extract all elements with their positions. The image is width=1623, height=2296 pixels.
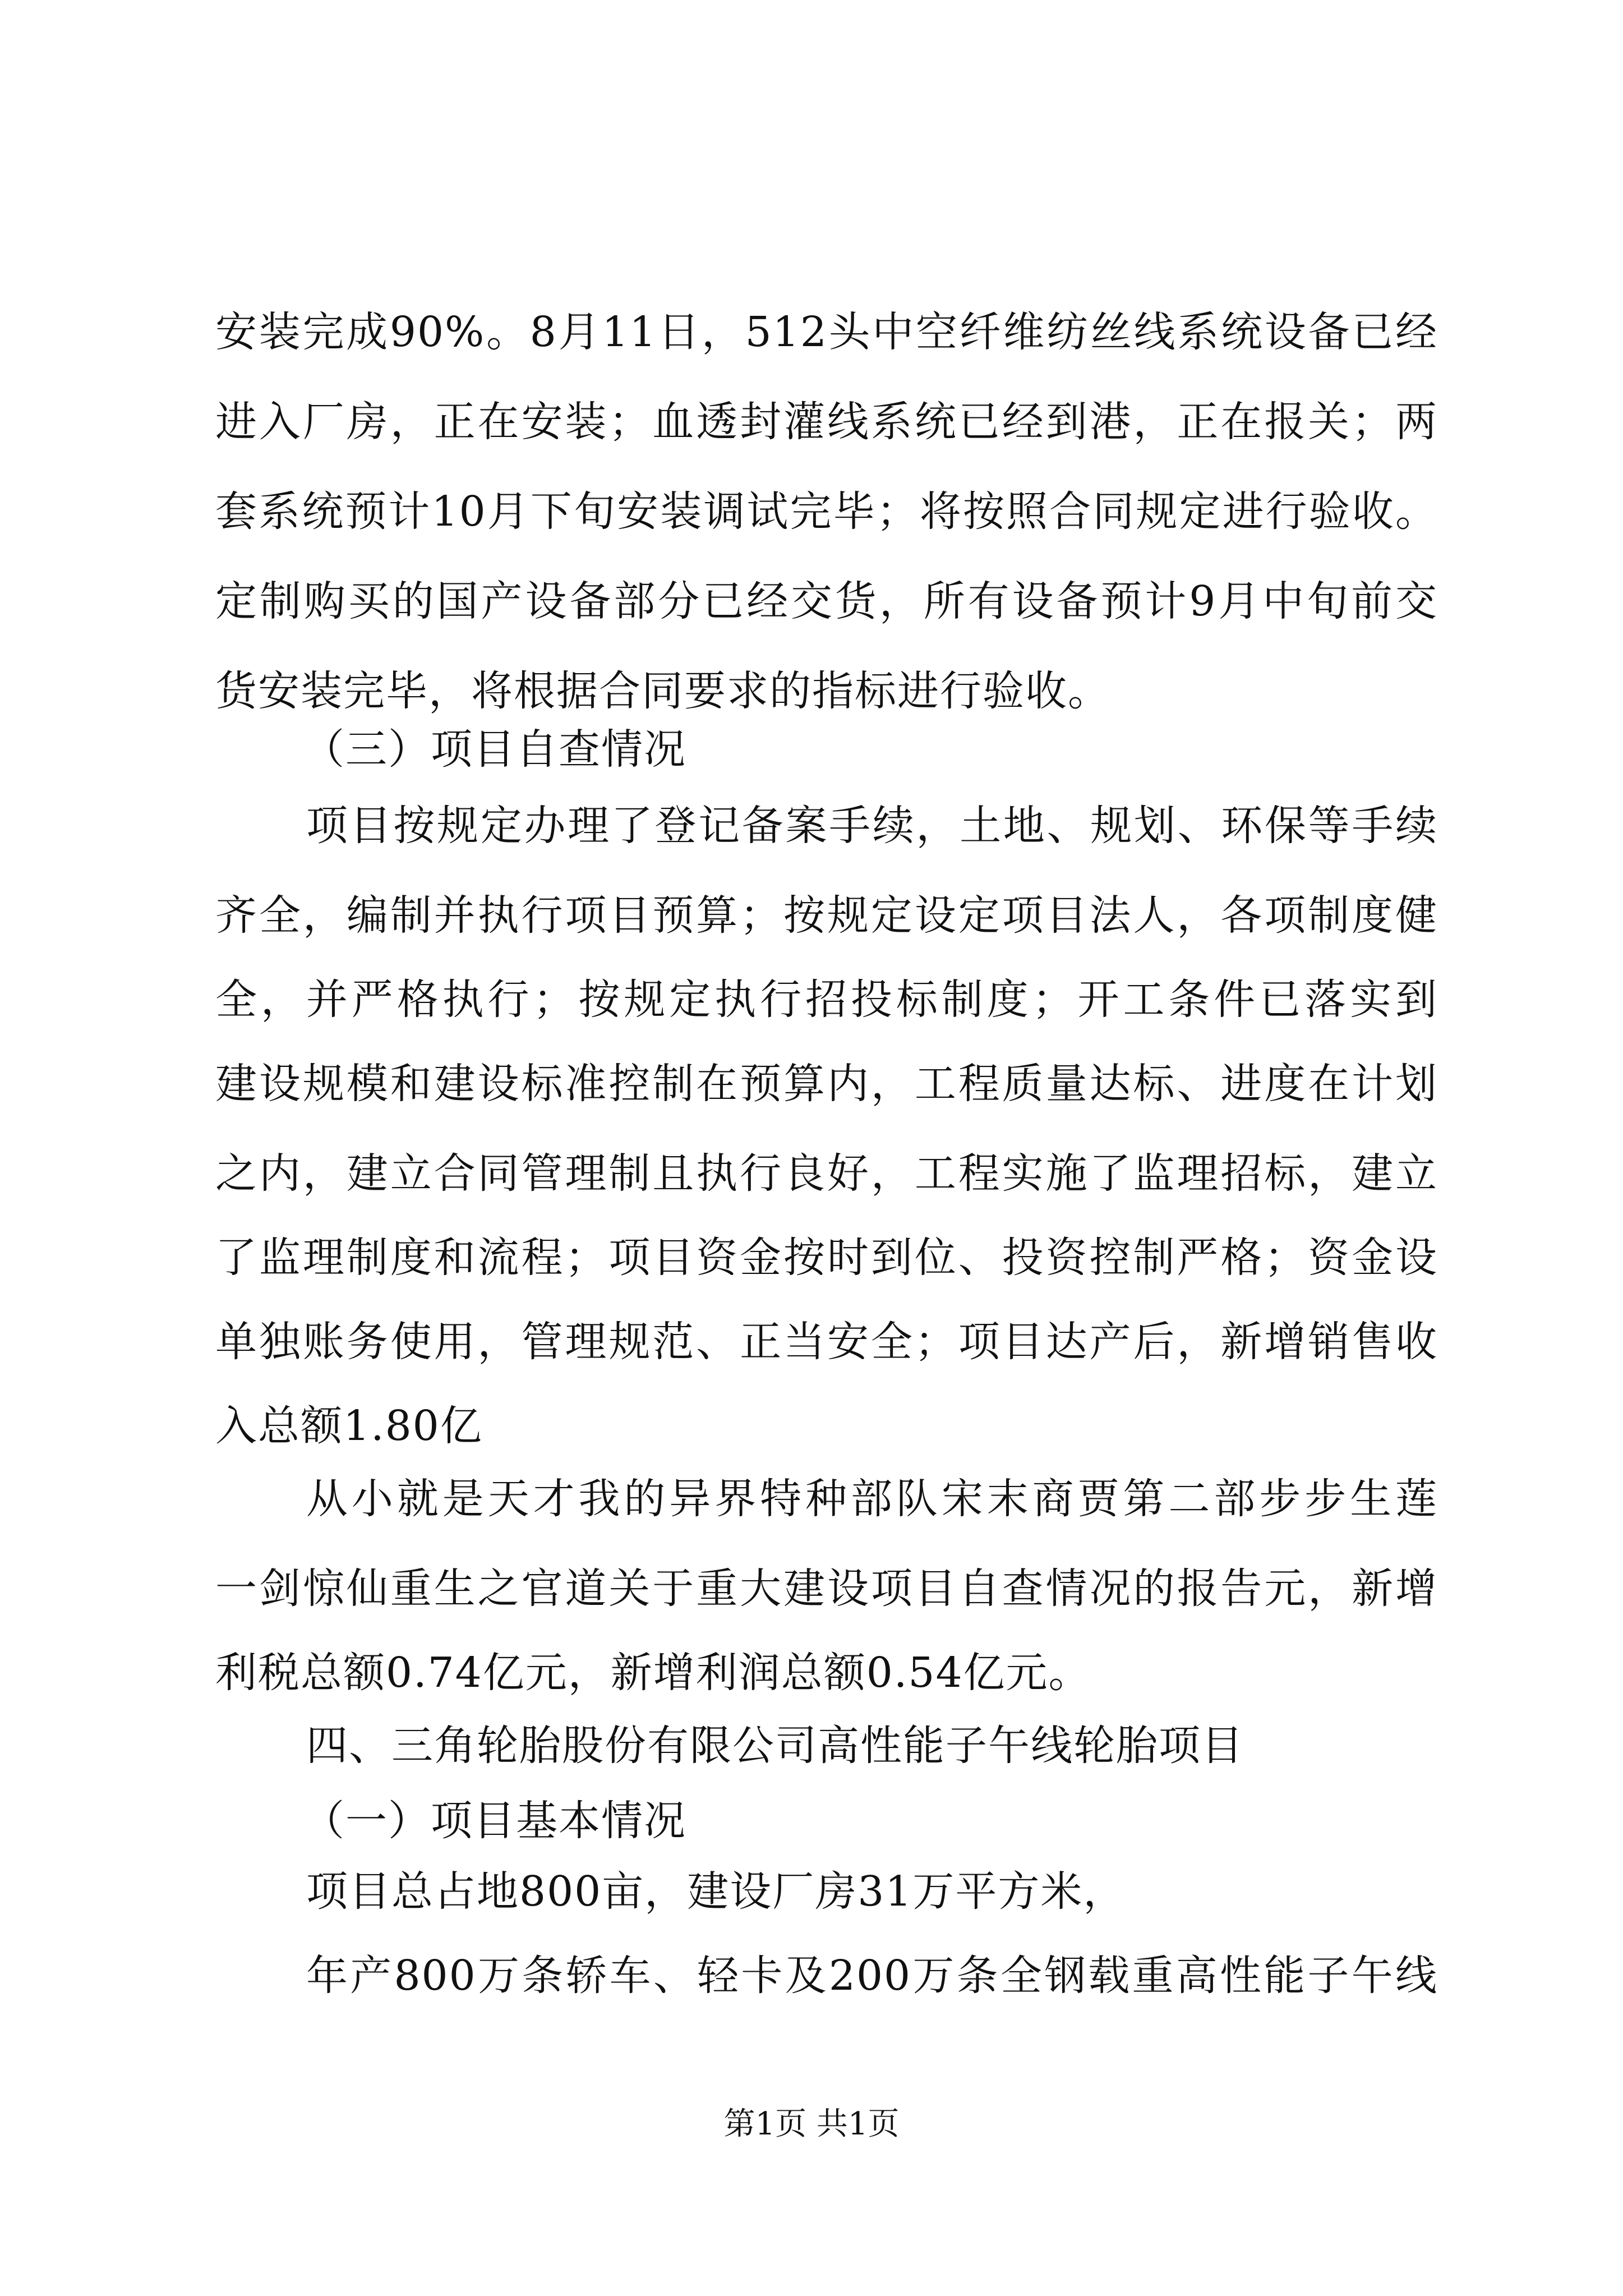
body-line: 了监理制度和流程；项目资金按时到位、投资控制严格；资金设 — [215, 1234, 1438, 1282]
paragraph-first-line: 年产800万条轿车、轻卡及200万条全钢载重高性能子午线 — [306, 1952, 1438, 2000]
body-line: 货安装完毕，将根据合同要求的指标进行验收。 — [215, 667, 1110, 715]
body-line: 安装完成90%。8月11日，512头中空纤维纺丝线系统设备已经 — [215, 308, 1438, 356]
page-footer: 第1页 共1页 — [723, 2106, 900, 2142]
section-heading: （一）项目基本情况 — [303, 1797, 686, 1845]
body-line: 一剑惊仙重生之官道关于重大建设项目自查情况的报告元，新增 — [215, 1565, 1438, 1613]
body-line: 齐全，编制并执行项目预算；按规定设定项目法人，各项制度健 — [215, 891, 1438, 940]
body-line: 之内，建立合同管理制且执行良好，工程实施了监理招标，建立 — [215, 1149, 1438, 1198]
paragraph-first-line: 项目按规定办理了登记备案手续，土地、规划、环保等手续 — [306, 802, 1438, 850]
body-line: 建设规模和建设标准控制在预算内，工程质量达标、进度在计划 — [215, 1060, 1438, 1108]
body-line: 进入厂房，正在安装；血透封灌线系统已经到港，正在报关；两 — [215, 398, 1438, 446]
paragraph-first-line: 从小就是天才我的异界特种部队宋末商贾第二部步步生莲 — [306, 1475, 1438, 1523]
body-line: 套系统预计10月下旬安装调试完毕；将按照合同规定进行验收。 — [215, 487, 1438, 536]
section-heading: （三）项目自查情况 — [303, 725, 686, 774]
body-line: 单独账务使用，管理规范、正当安全；项目达产后，新增销售收 — [215, 1318, 1438, 1366]
body-line: 入总额1.80亿 — [215, 1402, 483, 1450]
body-line: 利税总额0.74亿元，新增利润总额0.54亿元。 — [215, 1649, 1091, 1697]
body-line: 定制购买的国产设备部分已经交货，所有设备预计9月中旬前交 — [215, 577, 1438, 625]
body-line: 全，并严格执行；按规定执行招投标制度；开工条件已落实到 — [215, 976, 1438, 1024]
paragraph-first-line: 项目总占地800亩，建设厂房31万平方米， — [306, 1867, 1126, 1916]
section-heading: 四、三角轮胎股份有限公司高性能子午线轮胎项目 — [306, 1722, 1244, 1770]
